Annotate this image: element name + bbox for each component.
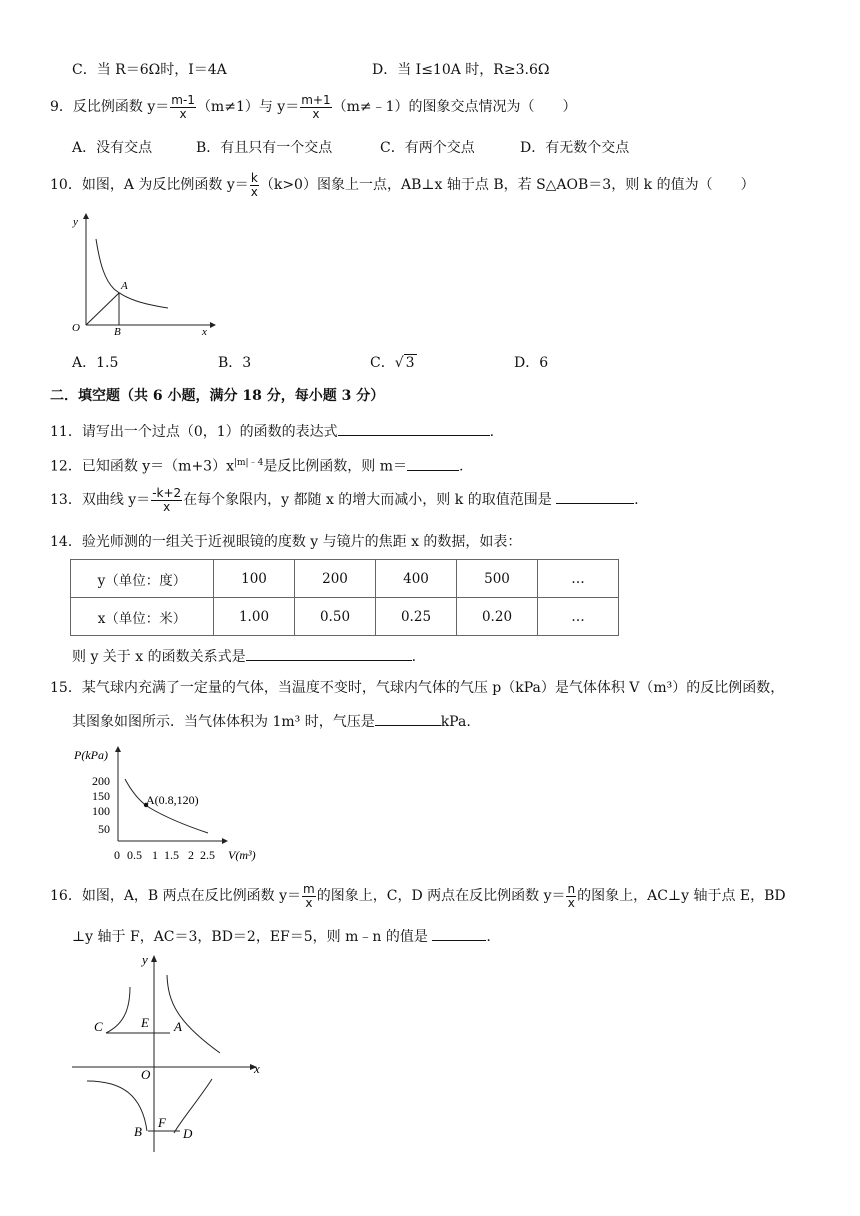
q13-text: 在每个象限内，y 都随 x 的增大而减小，则 k 的取值范围是 [183,492,557,508]
fraction-numerator: -k+2 [152,485,182,500]
option-c: C．当 R＝6Ω时，I＝4A [72,62,227,78]
q10-option-c [370,353,417,373]
fraction-numerator: k [250,170,258,185]
q13-end: . [634,492,639,508]
section-heading: 二．填空题（共 6 小题，满分 18 分，每小题 3 分） [50,388,385,404]
q15-text: 其图象如图所示．当气体体积为 1m³ 时，气压是 [72,714,375,730]
question-9 [50,92,577,122]
fraction [300,94,331,121]
origin-label: O [72,322,80,334]
q16-text: ⊥y 轴于 F，AC＝3，BD＝2，EF＝5，则 m﹣n 的值是 [72,929,433,945]
y-tick-label: 50 [98,822,110,836]
q12-text: 是反比例函数，则 m＝ [263,458,408,475]
q14-text: 则 y 关于 x 的函数关系式是 [72,649,246,665]
sqrt-value: 3 [405,355,415,371]
x-tick-label: 2.5 [200,848,215,862]
table-row [71,560,619,598]
q16-text: 的图象上，C，D 两点在反比例函数 y＝ [316,888,566,904]
q13-text: 13．双曲线 y＝ [50,492,151,508]
point-b-label: B [114,326,121,338]
table-cell: … [538,560,619,598]
x-axis-label: V(m³) [228,848,256,862]
y-tick-label: 150 [92,789,110,803]
fraction-denominator: x [305,895,313,910]
point-f-label: F [158,1115,166,1130]
fraction [566,883,576,910]
q10-graph [60,205,220,340]
point-a-label: A(0.8,120) [146,793,199,807]
q10-option-d: D．6 [514,355,549,371]
point-b-label: B [134,1124,142,1139]
table-row [71,598,619,636]
table-cell: x（单位：米） [71,598,214,636]
x-tick-label: 2 [188,848,194,862]
y-axis-arrow [151,955,157,962]
fraction-denominator: x [179,106,187,121]
table-cell: y（单位：度） [71,560,214,598]
q9-option-a: A．没有交点 [72,140,153,156]
origin-label: O [141,1067,151,1082]
exponent: |m|﹣4 [233,458,264,468]
fraction-denominator: x [567,895,575,910]
x-axis-label: x [254,1061,260,1076]
q15-unit: kPa. [440,714,471,730]
y-axis-arrow [83,213,89,219]
q16-text: 的图象上，AC⊥y 轴于点 E，BD [577,888,786,904]
table-cell: 0.50 [295,598,376,636]
y-tick-label: 100 [92,804,110,818]
curve-n-upper [106,987,130,1033]
q15-line2 [72,711,471,732]
q9-option-d: D．有无数个交点 [520,140,630,156]
sqrt-symbol: √ [394,355,404,371]
segment-oa [86,293,119,325]
q9-text: 9．反比例函数 y＝ [50,99,170,115]
answer-blank[interactable] [246,646,412,661]
q10-option-a: A．1.5 [72,355,119,371]
q16-line2 [72,926,491,947]
fraction-denominator: x [312,106,320,121]
y-axis-label: P(kPa) [74,748,108,762]
q10-text: 10．如图，A 为反比例函数 y＝ [50,177,249,193]
question-15: 15．某气球内充满了一定量的气体，当温度不变时，气球内气体的气压 p（kPa）是气体体积 V（m³）的反比例函数， [50,680,785,696]
answer-blank[interactable] [556,489,634,504]
x-tick-label: 1 [152,848,158,862]
q16-text: 16．如图，A，B 两点在反比例函数 y＝ [50,888,302,904]
answer-blank[interactable] [375,711,441,726]
q9-text: （m≠﹣1）的图象交点情况为（ ） [332,99,577,115]
table-cell: 1.00 [214,598,295,636]
q10-option-c-label: C． [370,355,395,371]
point-d-label: D [183,1126,193,1141]
fraction [170,94,196,121]
table-cell: 500 [457,560,538,598]
fraction-denominator: x [250,184,258,199]
table-cell: 100 [214,560,295,598]
y-axis-label: y [142,952,148,967]
x-axis-label: x [202,326,207,338]
q10-option-b: B．3 [218,355,252,371]
fraction-numerator: m+1 [301,92,331,107]
option-d: D．当 I≤10A 时，R≥3.6Ω [372,62,550,78]
question-16 [50,878,786,914]
point-a-label: A [174,1019,182,1034]
fraction-numerator: m [303,881,315,896]
y-axis-arrow [115,746,121,752]
point-c-label: C [94,1019,103,1034]
point-a-label: A [121,280,128,292]
table-cell: 0.20 [457,598,538,636]
hyperbola-curve [96,239,168,308]
x-tick-label: 0 [114,848,120,862]
q12-text: 12．已知函数 y＝（m+3）x [50,458,234,475]
fraction [151,487,182,514]
q14-followup [72,646,416,667]
q10-text: （k>0）图象上一点，AB⊥x 轴于点 B，若 S△AOB＝3，则 k 的值为（ ） [259,177,755,193]
fraction-numerator: m-1 [171,92,195,107]
question-11 [50,421,494,442]
fraction [250,172,259,199]
question-13 [50,483,639,517]
answer-blank[interactable] [432,926,486,941]
point-e-label: E [141,1015,149,1030]
data-table [70,559,619,636]
q9-option-b: B．有且只有一个交点 [196,140,333,156]
q9-option-c: C．有两个交点 [380,140,475,156]
fraction-numerator: n [567,881,576,896]
curve-m-upper [167,975,220,1053]
table-cell: 0.25 [376,598,457,636]
table-cell: … [538,598,619,636]
answer-blank[interactable] [407,456,459,471]
fraction [302,883,316,910]
q12-end: . [459,458,464,475]
question-10 [50,170,755,200]
table-cell: 400 [376,560,457,598]
q16-graph [62,947,272,1157]
y-axis-label: y [73,216,78,228]
x-axis-arrow [222,838,228,844]
x-axis-arrow [210,322,216,328]
fraction-denominator: x [163,499,171,514]
question-14: 14．验光师测的一组关于近视眼镜的度数 y 与镜片的焦距 x 的数据，如表： [50,534,522,550]
table-cell: 200 [295,560,376,598]
x-tick-label: 0.5 [127,848,142,862]
curve-n-lower [174,1079,212,1133]
answer-blank[interactable] [338,421,490,436]
q11-end: . [489,424,495,440]
question-12 [50,453,464,477]
q14-end: . [411,649,417,665]
q16-end: . [486,929,491,945]
y-tick-label: 200 [92,774,110,788]
q15-graph [72,742,272,864]
x-tick-label: 1.5 [164,848,179,862]
q9-text: （m≠1）与 y＝ [196,99,300,115]
q11-text: 11．请写出一个过点（0，1）的函数的表达式 [50,424,338,440]
